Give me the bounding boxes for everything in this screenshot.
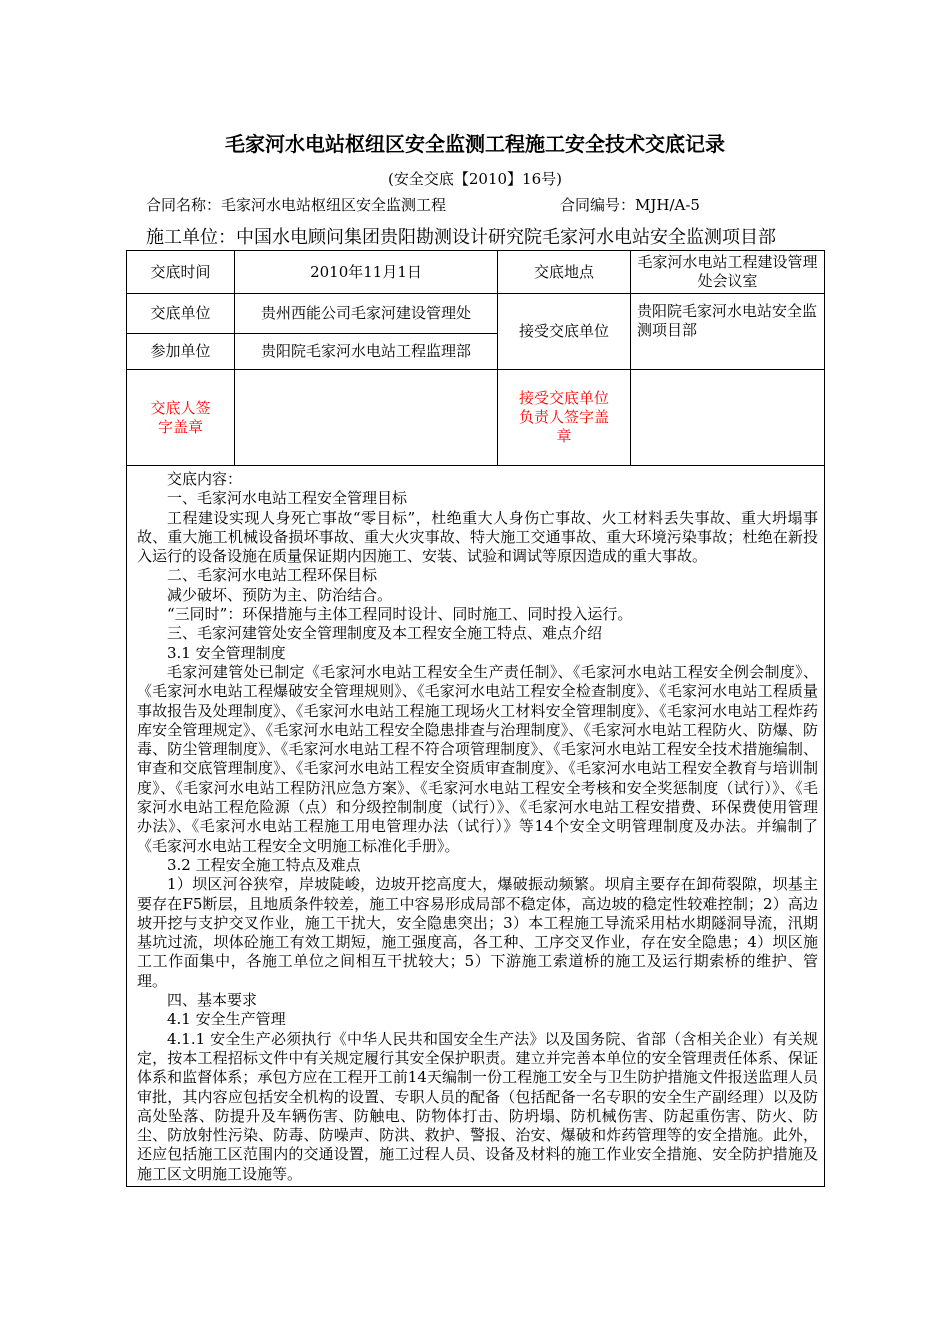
content-paragraph: 毛家河建管处已制定《毛家河水电站工程安全生产责任制》、《毛家河水电站工程安全例会制度》、《毛家河水电站工程爆破安全管理规则》、《毛家河水电站工程安全检查制度》、《毛家河水电站工程质量事故报告及处理制度》、《毛家河水电站工程施工现场火工材料安全管理制度》、《毛家河水电站工程炸药库安全管理规定》、《毛家河水电站工程安全隐患排查与治理制度》、《毛家河水电站工程防火、防爆、防毒、防尘管理制度》、《毛家河水电站工程不符合项管理制度》、《毛家河水电站工程安全技术措施编制、审查和交底管理制度》、《毛家河水电站工程安全资质审查制度》、《毛家河水电站工程安全教育与培训制度》、《毛家河水电站工程防汛应急方案》、《毛家河水电站工程安全考核和安全奖惩制度（试行）》、《毛家河水电站工程危险源（点）和分级控制制度（试行）》、《毛家河水电站工程安措费、环保费使用管理办法》、《毛家河水电站工程施工用电管理办法（试行）》等14个安全文明管理制度及办法。并编制了《毛家河水电站工程安全文明施工标准化手册》。: [137, 662, 818, 855]
contract-name: 合同名称：毛家河水电站枢纽区安全监测工程: [146, 196, 447, 214]
construction-unit: 施工单位：中国水电顾问集团贵阳勘测设计研究院毛家河水电站安全监测项目部: [146, 227, 776, 248]
briefing-content: [127, 466, 825, 1187]
section-heading: 一、毛家河水电站工程安全管理目标: [167, 489, 408, 508]
briefing-unit-label: 交底单位: [127, 294, 235, 334]
content-paragraph: 4.1.1 安全生产必须执行《中华人民共和国安全生产法》以及国务院、省部（含相关企业）有关规定，按本工程招标文件中有关规定履行其安全保护职责。建立并完善本单位的安全管理责任体系、保证体系和监督体系；承包方应在工程开工前14天编制一份工程施工安全与卫生防护措施文件报送监理人员审批，其内容应包括安全机构的设置、专职人员的配备（包括配备一名专职的安全生产副经理）以及防高处坠落、防提升及车辆伤害、防触电、防物体打击、防坍塌、防机械伤害、防起重伤害、防火、防尘、防放射性污染、防毒、防噪声、防洪、救护、警报、治安、爆破和炸药管理等的安全措施。此外，还应包括施工区范围内的交通设置，施工过程人员、设备及材料的施工作业安全措施、安全防护措施及施工区文明施工设施等。: [137, 1029, 818, 1183]
receiver-signature-label: 接受交底单位负责人签字盖章: [498, 370, 631, 466]
content-paragraph: 减少破坏、预防为主、防治结合。: [167, 585, 393, 604]
briefing-record-table: [126, 250, 825, 1187]
content-heading: 交底内容：: [167, 470, 243, 488]
contract-number: 合同编号：MJH/A-5: [560, 196, 700, 214]
participant-unit-value: 贵阳院毛家河水电站工程监理部: [235, 334, 498, 370]
section-heading: 三、毛家河建管处安全管理制度及本工程安全施工特点、难点介绍: [167, 624, 603, 643]
subsection-heading: 3.2 工程安全施工特点及难点: [167, 855, 361, 874]
briefing-time-value: 2010年11月1日: [235, 251, 498, 294]
briefer-signature-label: 交底人签字盖章: [127, 370, 235, 466]
receiving-unit-label: 接受交底单位: [498, 294, 631, 370]
section-heading: 四、基本要求: [167, 991, 258, 1010]
document-number: (安全交底【2010】16号): [388, 170, 562, 188]
briefing-time-label: 交底时间: [127, 251, 235, 294]
briefing-place-label: 交底地点: [498, 251, 631, 294]
content-paragraph: 1）坝区河谷狭窄，岸坡陡峻，边坡开挖高度大，爆破振动频繁。坝肩主要存在卸荷裂隙，坝基主要存在F5断层，且地质条件较差，施工中容易形成局部不稳定体，高边坡的稳定性较难控制；2）高边坡开挖与支护交叉作业，施工干扰大，安全隐患突出；3）本工程施工导流采用枯水期隧洞导流，汛期基坑过流，坝体砼施工有效工期短，施工强度高，各工种、工序交叉作业，存在安全隐患；4）坝区施工工作面集中，各施工单位之间相互干扰较大；5）下游施工索道桥的施工及运行期索桥的维护、管理。: [137, 875, 818, 990]
briefer-signature-field: [235, 370, 498, 466]
receiver-signature-field: [631, 370, 825, 466]
subsection-heading: 3.1 安全管理制度: [167, 643, 286, 662]
content-paragraph: “三同时”：环保措施与主体工程同时设计、同时施工、同时投入运行。: [167, 605, 633, 624]
receiving-unit-value: 贵阳院毛家河水电站安全监测项目部: [631, 294, 825, 370]
section-heading: 二、毛家河水电站工程环保目标: [167, 566, 378, 585]
subsection-heading: 4.1 安全生产管理: [167, 1010, 286, 1029]
document-title: 毛家河水电站枢纽区安全监测工程施工安全技术交底记录: [225, 132, 725, 156]
content-paragraph: 工程建设实现人身死亡事故“零目标”，杜绝重大人身伤亡事故、火工材料丢失事故、重大坍塌事故、重大施工机械设备损坏事故、重大火灾事故、特大施工交通事故、重大环境污染事故；杜绝在新投入运行的设备设施在质量保证期内因施工、安装、试验和调试等原因造成的重大事故。: [137, 508, 818, 566]
participant-unit-label: 参加单位: [127, 334, 235, 370]
briefing-place-value: 毛家河水电站工程建设管理处会议室: [631, 251, 825, 294]
briefing-unit-value: 贵州西能公司毛家河建设管理处: [235, 294, 498, 334]
